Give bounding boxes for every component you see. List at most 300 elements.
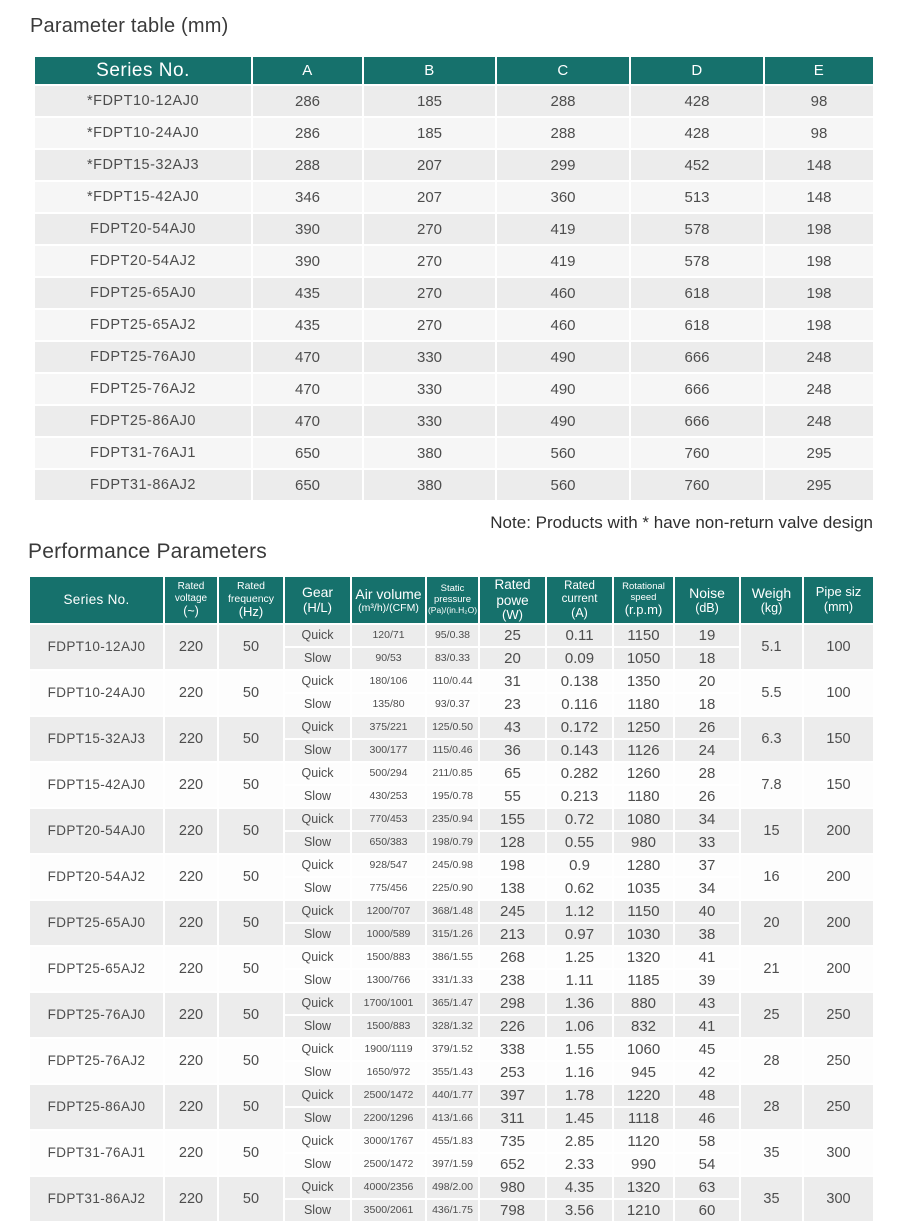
dimension-cell: 346 bbox=[252, 181, 363, 213]
param-table-row bbox=[34, 309, 874, 341]
param-header-dim-E: E bbox=[764, 56, 874, 85]
dimension-cell: 288 bbox=[496, 85, 630, 117]
noise-cell: 38 bbox=[674, 923, 740, 946]
air-volume-cell: 375/221 bbox=[351, 716, 426, 739]
noise-cell: 60 bbox=[674, 1199, 740, 1222]
series-no-cell: FDPT15-32AJ3 bbox=[29, 716, 164, 762]
air-volume-cell: 928/547 bbox=[351, 854, 426, 877]
noise-cell: 28 bbox=[674, 762, 740, 785]
param-table-title: Parameter table (mm) bbox=[30, 15, 229, 37]
rated-power-cell: 798 bbox=[479, 1199, 546, 1222]
air-volume-cell: 1000/589 bbox=[351, 923, 426, 946]
rated-power-cell: 338 bbox=[479, 1038, 546, 1061]
rated-current-cell: 1.36 bbox=[546, 992, 613, 1015]
air-volume-cell: 2200/1296 bbox=[351, 1107, 426, 1130]
rated-power-cell: 298 bbox=[479, 992, 546, 1015]
gear-cell: Quick bbox=[284, 1038, 351, 1061]
param-table-row bbox=[34, 437, 874, 469]
rated-current-cell: 3.56 bbox=[546, 1199, 613, 1222]
dimension-cell: 148 bbox=[764, 149, 874, 181]
param-table-row bbox=[34, 181, 874, 213]
noise-cell: 63 bbox=[674, 1176, 740, 1199]
static-pressure-cell: 211/0.85 bbox=[426, 762, 479, 785]
gear-cell: Quick bbox=[284, 624, 351, 647]
dimension-cell: 390 bbox=[252, 245, 363, 277]
rated-voltage-cell: 220 bbox=[164, 762, 218, 808]
weight-cell: 5.1 bbox=[740, 624, 803, 670]
air-volume-cell: 1900/1119 bbox=[351, 1038, 426, 1061]
series-no-cell: FDPT25-65AJ0 bbox=[34, 277, 252, 309]
rated-current-cell: 0.213 bbox=[546, 785, 613, 808]
static-pressure-cell: 245/0.98 bbox=[426, 854, 479, 877]
dimension-cell: 270 bbox=[363, 277, 496, 309]
param-table-row bbox=[34, 245, 874, 277]
static-pressure-cell: 379/1.52 bbox=[426, 1038, 479, 1061]
static-pressure-cell: 386/1.55 bbox=[426, 946, 479, 969]
rated-power-cell: 23 bbox=[479, 693, 546, 716]
rated-power-cell: 397 bbox=[479, 1084, 546, 1107]
param-table-row bbox=[34, 85, 874, 117]
rated-voltage-cell: 220 bbox=[164, 946, 218, 992]
static-pressure-cell: 331/1.33 bbox=[426, 969, 479, 992]
noise-cell: 46 bbox=[674, 1107, 740, 1130]
series-no-cell: FDPT31-86AJ2 bbox=[34, 469, 252, 501]
gear-cell: Quick bbox=[284, 1176, 351, 1199]
rated-frequency-cell: 50 bbox=[218, 1038, 284, 1084]
dimension-cell: 618 bbox=[630, 309, 764, 341]
static-pressure-cell: 365/1.47 bbox=[426, 992, 479, 1015]
noise-cell: 18 bbox=[674, 693, 740, 716]
gear-cell: Quick bbox=[284, 716, 351, 739]
noise-cell: 54 bbox=[674, 1153, 740, 1176]
static-pressure-cell: 413/1.66 bbox=[426, 1107, 479, 1130]
perf-header-noise: Noise (dB) bbox=[674, 576, 740, 624]
rated-current-cell: 1.12 bbox=[546, 900, 613, 923]
perf-table-body bbox=[29, 624, 874, 1222]
weight-cell: 5.5 bbox=[740, 670, 803, 716]
air-volume-cell: 775/456 bbox=[351, 877, 426, 900]
rotational-speed-cell: 1080 bbox=[613, 808, 674, 831]
rated-voltage-cell: 220 bbox=[164, 808, 218, 854]
param-table-row bbox=[34, 149, 874, 181]
rotational-speed-cell: 1150 bbox=[613, 900, 674, 923]
air-volume-cell: 2500/1472 bbox=[351, 1084, 426, 1107]
air-volume-cell: 4000/2356 bbox=[351, 1176, 426, 1199]
air-volume-cell: 1500/883 bbox=[351, 1015, 426, 1038]
rotational-speed-cell: 1030 bbox=[613, 923, 674, 946]
gear-cell: Slow bbox=[284, 1153, 351, 1176]
air-volume-cell: 770/453 bbox=[351, 808, 426, 831]
rotational-speed-cell: 1220 bbox=[613, 1084, 674, 1107]
dimension-cell: 248 bbox=[764, 405, 874, 437]
rated-current-cell: 1.78 bbox=[546, 1084, 613, 1107]
rated-power-cell: 238 bbox=[479, 969, 546, 992]
rated-power-cell: 198 bbox=[479, 854, 546, 877]
gear-cell: Slow bbox=[284, 647, 351, 670]
rated-power-cell: 155 bbox=[479, 808, 546, 831]
static-pressure-cell: 83/0.33 bbox=[426, 647, 479, 670]
dimension-cell: 435 bbox=[252, 277, 363, 309]
rotational-speed-cell: 880 bbox=[613, 992, 674, 1015]
noise-cell: 26 bbox=[674, 785, 740, 808]
dimension-cell: 330 bbox=[363, 373, 496, 405]
dimension-cell: 207 bbox=[363, 149, 496, 181]
dimension-cell: 650 bbox=[252, 437, 363, 469]
dimension-cell: 650 bbox=[252, 469, 363, 501]
rotational-speed-cell: 1050 bbox=[613, 647, 674, 670]
dimension-cell: 98 bbox=[764, 85, 874, 117]
static-pressure-cell: 355/1.43 bbox=[426, 1061, 479, 1084]
rotational-speed-cell: 1260 bbox=[613, 762, 674, 785]
weight-cell: 35 bbox=[740, 1176, 803, 1222]
rated-current-cell: 0.72 bbox=[546, 808, 613, 831]
perf-row-quick bbox=[29, 670, 874, 693]
weight-cell: 21 bbox=[740, 946, 803, 992]
param-header-dim-D: D bbox=[630, 56, 764, 85]
noise-cell: 19 bbox=[674, 624, 740, 647]
rated-power-cell: 20 bbox=[479, 647, 546, 670]
rotational-speed-cell: 1118 bbox=[613, 1107, 674, 1130]
air-volume-cell: 1300/766 bbox=[351, 969, 426, 992]
rotational-speed-cell: 1350 bbox=[613, 670, 674, 693]
rated-frequency-cell: 50 bbox=[218, 1176, 284, 1222]
noise-cell: 40 bbox=[674, 900, 740, 923]
pipe-size-cell: 150 bbox=[803, 716, 874, 762]
rated-power-cell: 245 bbox=[479, 900, 546, 923]
rotational-speed-cell: 1150 bbox=[613, 624, 674, 647]
pipe-size-cell: 200 bbox=[803, 854, 874, 900]
series-no-cell: FDPT25-76AJ0 bbox=[29, 992, 164, 1038]
series-no-cell: FDPT25-76AJ2 bbox=[29, 1038, 164, 1084]
static-pressure-cell: 125/0.50 bbox=[426, 716, 479, 739]
rotational-speed-cell: 1180 bbox=[613, 693, 674, 716]
rotational-speed-cell: 980 bbox=[613, 831, 674, 854]
static-pressure-cell: 397/1.59 bbox=[426, 1153, 479, 1176]
weight-cell: 15 bbox=[740, 808, 803, 854]
param-table-row bbox=[34, 117, 874, 149]
rotational-speed-cell: 1280 bbox=[613, 854, 674, 877]
rated-frequency-cell: 50 bbox=[218, 624, 284, 670]
pipe-size-cell: 100 bbox=[803, 624, 874, 670]
rated-current-cell: 0.116 bbox=[546, 693, 613, 716]
static-pressure-cell: 328/1.32 bbox=[426, 1015, 479, 1038]
perf-row-quick bbox=[29, 854, 874, 877]
rated-current-cell: 2.85 bbox=[546, 1130, 613, 1153]
gear-cell: Slow bbox=[284, 1015, 351, 1038]
dimension-cell: 198 bbox=[764, 245, 874, 277]
series-no-cell: FDPT25-76AJ0 bbox=[34, 341, 252, 373]
dimension-cell: 198 bbox=[764, 277, 874, 309]
air-volume-cell: 1500/883 bbox=[351, 946, 426, 969]
series-no-cell: *FDPT10-24AJ0 bbox=[34, 117, 252, 149]
pipe-size-cell: 250 bbox=[803, 1084, 874, 1130]
dimension-cell: 666 bbox=[630, 341, 764, 373]
perf-row-quick bbox=[29, 946, 874, 969]
perf-header-gear: Gear (H/L) bbox=[284, 576, 351, 624]
weight-cell: 28 bbox=[740, 1084, 803, 1130]
dimension-cell: 666 bbox=[630, 373, 764, 405]
rated-frequency-cell: 50 bbox=[218, 854, 284, 900]
param-table-row bbox=[34, 213, 874, 245]
static-pressure-cell: 225/0.90 bbox=[426, 877, 479, 900]
gear-cell: Quick bbox=[284, 670, 351, 693]
series-no-cell: FDPT10-12AJ0 bbox=[29, 624, 164, 670]
non-return-valve-note: Note: Products with * have non-return valve design bbox=[490, 513, 873, 532]
rated-power-cell: 311 bbox=[479, 1107, 546, 1130]
rated-current-cell: 2.33 bbox=[546, 1153, 613, 1176]
dimension-cell: 470 bbox=[252, 405, 363, 437]
rated-power-cell: 138 bbox=[479, 877, 546, 900]
static-pressure-cell: 115/0.46 bbox=[426, 739, 479, 762]
rated-frequency-cell: 50 bbox=[218, 808, 284, 854]
pipe-size-cell: 300 bbox=[803, 1176, 874, 1222]
rotational-speed-cell: 1120 bbox=[613, 1130, 674, 1153]
rated-power-cell: 652 bbox=[479, 1153, 546, 1176]
rated-power-cell: 980 bbox=[479, 1176, 546, 1199]
rated-frequency-cell: 50 bbox=[218, 762, 284, 808]
param-table-body bbox=[34, 85, 874, 501]
dimension-cell: 380 bbox=[363, 437, 496, 469]
rated-voltage-cell: 220 bbox=[164, 1130, 218, 1176]
rated-power-cell: 268 bbox=[479, 946, 546, 969]
gear-cell: Slow bbox=[284, 877, 351, 900]
static-pressure-cell: 440/1.77 bbox=[426, 1084, 479, 1107]
noise-cell: 41 bbox=[674, 1015, 740, 1038]
rated-power-cell: 128 bbox=[479, 831, 546, 854]
static-pressure-cell: 436/1.75 bbox=[426, 1199, 479, 1222]
static-pressure-cell: 498/2.00 bbox=[426, 1176, 479, 1199]
gear-cell: Slow bbox=[284, 1199, 351, 1222]
noise-cell: 20 bbox=[674, 670, 740, 693]
rated-current-cell: 0.138 bbox=[546, 670, 613, 693]
noise-cell: 33 bbox=[674, 831, 740, 854]
perf-header-series: Series No. bbox=[29, 576, 164, 624]
gear-cell: Slow bbox=[284, 1107, 351, 1130]
dimension-cell: 330 bbox=[363, 405, 496, 437]
series-no-cell: FDPT20-54AJ0 bbox=[34, 213, 252, 245]
dimension-cell: 490 bbox=[496, 405, 630, 437]
dimension-cell: 560 bbox=[496, 469, 630, 501]
gear-cell: Quick bbox=[284, 854, 351, 877]
param-table-row bbox=[34, 341, 874, 373]
noise-cell: 41 bbox=[674, 946, 740, 969]
rotational-speed-cell: 832 bbox=[613, 1015, 674, 1038]
rated-frequency-cell: 50 bbox=[218, 946, 284, 992]
pipe-size-cell: 150 bbox=[803, 762, 874, 808]
perf-row-quick bbox=[29, 808, 874, 831]
air-volume-cell: 430/253 bbox=[351, 785, 426, 808]
dimension-cell: 248 bbox=[764, 373, 874, 405]
perf-row-quick bbox=[29, 762, 874, 785]
series-no-cell: FDPT31-86AJ2 bbox=[29, 1176, 164, 1222]
dimension-cell: 513 bbox=[630, 181, 764, 213]
rated-current-cell: 1.25 bbox=[546, 946, 613, 969]
gear-cell: Quick bbox=[284, 900, 351, 923]
gear-cell: Slow bbox=[284, 831, 351, 854]
rated-voltage-cell: 220 bbox=[164, 670, 218, 716]
weight-cell: 35 bbox=[740, 1130, 803, 1176]
rated-power-cell: 253 bbox=[479, 1061, 546, 1084]
rated-frequency-cell: 50 bbox=[218, 716, 284, 762]
noise-cell: 39 bbox=[674, 969, 740, 992]
dimension-cell: 248 bbox=[764, 341, 874, 373]
dimension-cell: 760 bbox=[630, 437, 764, 469]
air-volume-cell: 500/294 bbox=[351, 762, 426, 785]
dimension-cell: 490 bbox=[496, 373, 630, 405]
dimension-cell: 390 bbox=[252, 213, 363, 245]
noise-cell: 42 bbox=[674, 1061, 740, 1084]
rated-voltage-cell: 220 bbox=[164, 1084, 218, 1130]
static-pressure-cell: 93/0.37 bbox=[426, 693, 479, 716]
perf-row-quick bbox=[29, 1038, 874, 1061]
gear-cell: Quick bbox=[284, 1084, 351, 1107]
dimension-cell: 330 bbox=[363, 341, 496, 373]
rated-frequency-cell: 50 bbox=[218, 670, 284, 716]
weight-cell: 20 bbox=[740, 900, 803, 946]
series-no-cell: FDPT20-54AJ0 bbox=[29, 808, 164, 854]
perf-row-quick bbox=[29, 900, 874, 923]
rated-power-cell: 43 bbox=[479, 716, 546, 739]
perf-table-title: Performance Parameters bbox=[28, 540, 267, 563]
air-volume-cell: 90/53 bbox=[351, 647, 426, 670]
series-no-cell: FDPT20-54AJ2 bbox=[29, 854, 164, 900]
perf-row-quick bbox=[29, 992, 874, 1015]
air-volume-cell: 135/80 bbox=[351, 693, 426, 716]
static-pressure-cell: 110/0.44 bbox=[426, 670, 479, 693]
dimension-cell: 270 bbox=[363, 309, 496, 341]
dimension-cell: 270 bbox=[363, 245, 496, 277]
rated-power-cell: 226 bbox=[479, 1015, 546, 1038]
air-volume-cell: 180/106 bbox=[351, 670, 426, 693]
rated-voltage-cell: 220 bbox=[164, 624, 218, 670]
perf-header-freq: Rated frequency (Hz) bbox=[218, 576, 284, 624]
dimension-cell: 207 bbox=[363, 181, 496, 213]
series-no-cell: FDPT25-65AJ0 bbox=[29, 900, 164, 946]
gear-cell: Slow bbox=[284, 693, 351, 716]
dimension-cell: 419 bbox=[496, 213, 630, 245]
rated-current-cell: 1.16 bbox=[546, 1061, 613, 1084]
dimension-cell: 185 bbox=[363, 117, 496, 149]
dimension-cell: 666 bbox=[630, 405, 764, 437]
noise-cell: 18 bbox=[674, 647, 740, 670]
pipe-size-cell: 200 bbox=[803, 808, 874, 854]
noise-cell: 37 bbox=[674, 854, 740, 877]
pipe-size-cell: 250 bbox=[803, 992, 874, 1038]
perf-row-quick bbox=[29, 716, 874, 739]
rated-current-cell: 0.97 bbox=[546, 923, 613, 946]
dimension-cell: 148 bbox=[764, 181, 874, 213]
gear-cell: Slow bbox=[284, 923, 351, 946]
weight-cell: 25 bbox=[740, 992, 803, 1038]
dimension-cell: 470 bbox=[252, 341, 363, 373]
perf-header-spd: Rotational speed (r.p.m) bbox=[613, 576, 674, 624]
series-no-cell: *FDPT15-32AJ3 bbox=[34, 149, 252, 181]
dimension-cell: 288 bbox=[496, 117, 630, 149]
dimension-cell: 295 bbox=[764, 469, 874, 501]
rated-current-cell: 0.55 bbox=[546, 831, 613, 854]
rotational-speed-cell: 1250 bbox=[613, 716, 674, 739]
dimension-cell: 198 bbox=[764, 213, 874, 245]
rotational-speed-cell: 1035 bbox=[613, 877, 674, 900]
dimension-cell: 578 bbox=[630, 245, 764, 277]
rated-current-cell: 4.35 bbox=[546, 1176, 613, 1199]
dimension-cell: 460 bbox=[496, 277, 630, 309]
dimension-cell: 288 bbox=[252, 149, 363, 181]
gear-cell: Slow bbox=[284, 785, 351, 808]
series-no-cell: FDPT25-86AJ0 bbox=[34, 405, 252, 437]
weight-cell: 16 bbox=[740, 854, 803, 900]
rated-current-cell: 1.06 bbox=[546, 1015, 613, 1038]
perf-header-cur: Rated current (A) bbox=[546, 576, 613, 624]
pipe-size-cell: 200 bbox=[803, 900, 874, 946]
static-pressure-cell: 368/1.48 bbox=[426, 900, 479, 923]
rotational-speed-cell: 1210 bbox=[613, 1199, 674, 1222]
rated-current-cell: 0.172 bbox=[546, 716, 613, 739]
dimension-cell: 578 bbox=[630, 213, 764, 245]
rated-power-cell: 25 bbox=[479, 624, 546, 647]
pipe-size-cell: 250 bbox=[803, 1038, 874, 1084]
static-pressure-cell: 235/0.94 bbox=[426, 808, 479, 831]
rotational-speed-cell: 1126 bbox=[613, 739, 674, 762]
series-no-cell: FDPT25-76AJ2 bbox=[34, 373, 252, 405]
rated-current-cell: 0.09 bbox=[546, 647, 613, 670]
perf-header-pow: Rated powe (W) bbox=[479, 576, 546, 624]
rotational-speed-cell: 990 bbox=[613, 1153, 674, 1176]
rotational-speed-cell: 1185 bbox=[613, 969, 674, 992]
dimension-cell: 198 bbox=[764, 309, 874, 341]
gear-cell: Quick bbox=[284, 808, 351, 831]
dimension-cell: 452 bbox=[630, 149, 764, 181]
air-volume-cell: 2500/1472 bbox=[351, 1153, 426, 1176]
noise-cell: 34 bbox=[674, 808, 740, 831]
series-no-cell: FDPT25-86AJ0 bbox=[29, 1084, 164, 1130]
series-no-cell: FDPT20-54AJ2 bbox=[34, 245, 252, 277]
air-volume-cell: 1200/707 bbox=[351, 900, 426, 923]
noise-cell: 48 bbox=[674, 1084, 740, 1107]
perf-header-wt: Weigh (kg) bbox=[740, 576, 803, 624]
dimension-cell: 490 bbox=[496, 341, 630, 373]
dimension-cell: 360 bbox=[496, 181, 630, 213]
rated-voltage-cell: 220 bbox=[164, 992, 218, 1038]
dimension-cell: 428 bbox=[630, 117, 764, 149]
air-volume-cell: 300/177 bbox=[351, 739, 426, 762]
rated-current-cell: 0.9 bbox=[546, 854, 613, 877]
air-volume-cell: 3000/1767 bbox=[351, 1130, 426, 1153]
rotational-speed-cell: 1320 bbox=[613, 946, 674, 969]
perf-row-quick bbox=[29, 1176, 874, 1199]
dimension-cell: 185 bbox=[363, 85, 496, 117]
rated-current-cell: 0.143 bbox=[546, 739, 613, 762]
pipe-size-cell: 200 bbox=[803, 946, 874, 992]
param-table-header-row bbox=[34, 56, 874, 85]
dimension-cell: 270 bbox=[363, 213, 496, 245]
dimension-cell: 460 bbox=[496, 309, 630, 341]
dimension-cell: 295 bbox=[764, 437, 874, 469]
rated-voltage-cell: 220 bbox=[164, 900, 218, 946]
static-pressure-cell: 195/0.78 bbox=[426, 785, 479, 808]
rated-current-cell: 0.282 bbox=[546, 762, 613, 785]
rated-frequency-cell: 50 bbox=[218, 900, 284, 946]
gear-cell: Quick bbox=[284, 762, 351, 785]
rated-power-cell: 213 bbox=[479, 923, 546, 946]
weight-cell: 7.8 bbox=[740, 762, 803, 808]
static-pressure-cell: 455/1.83 bbox=[426, 1130, 479, 1153]
dimension-cell: 428 bbox=[630, 85, 764, 117]
rotational-speed-cell: 945 bbox=[613, 1061, 674, 1084]
static-pressure-cell: 198/0.79 bbox=[426, 831, 479, 854]
rated-voltage-cell: 220 bbox=[164, 854, 218, 900]
gear-cell: Slow bbox=[284, 739, 351, 762]
